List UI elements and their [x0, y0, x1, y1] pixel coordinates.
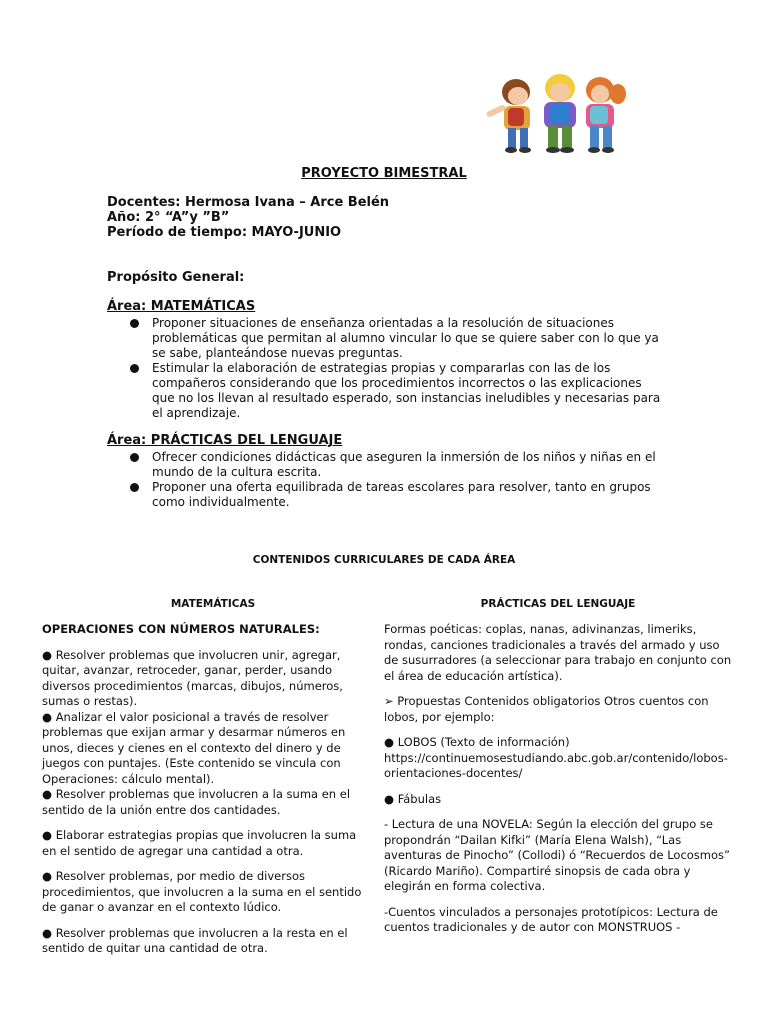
area-matematicas: [107, 299, 667, 421]
content-paragraph: -Cuentos vinculados a personajes prototípicos: Lectura de cuentos tradicionales y de autor con MONSTRUOS -: [384, 904, 718, 934]
content-paragraph: ● Resolver problemas, por medio de diversos procedimientos, que involucren a la suma en el sentido de ganar o avanzar en el contexto lúdico.: [42, 869, 362, 914]
list-item: Estimular la elaboración de estrategias propias y compararlas con las de los compañeros considerando que los procedimientos incorrectos o las explicaciones que no los llevan al resultado esperado, son instancias ineludibles y necesarias para el aprendizaje.: [107, 361, 667, 421]
content-paragraph: ● Elaborar estrategias propias que involucren la suma en el sentido de agregar una cantidad a otra.: [42, 828, 357, 858]
column-matematicas: [42, 622, 362, 967]
content-paragraph: ● Fábulas: [384, 791, 442, 806]
content-paragraph: ➢ Propuestas Contenidos obligatorios Otros cuentos con lobos, por ejemplo:: [384, 694, 709, 724]
column-title-matematicas: MATEMÁTICAS: [170, 598, 256, 610]
area-title: Área: MATEMÁTICAS: [107, 299, 256, 314]
purpose-heading: Propósito General:: [107, 270, 245, 285]
bullet-icon: [130, 364, 139, 373]
list-item: Ofrecer condiciones didácticas que aseguren la inmersión de los niños y niñas en el mundo de la cultura escrita.: [107, 450, 667, 480]
area-title: Área: PRÁCTICAS DEL LENGUAJE: [107, 433, 343, 448]
contenidos-heading: CONTENIDOS CURRICULARES DE CADA ÁREA: [252, 554, 516, 566]
content-paragraph: ● Resolver problemas que involucren a la suma en el sentido de la unión entre dos cantidades.: [42, 787, 351, 817]
anio-line: Año: 2° “A”y ”B”: [107, 210, 230, 225]
bullet-icon: [130, 453, 139, 462]
page-title: PROYECTO BIMESTRAL: [301, 166, 467, 181]
docentes-line: Docentes: Hermosa Ivana – Arce Belén: [107, 195, 390, 210]
children-illustration: [478, 68, 638, 158]
bullet-list: [107, 450, 667, 510]
content-paragraph: ● Analizar el valor posicional a través de resolver problemas que exijan armar y desarmar números en unos, dieces y cienes en el contexto del dinero y de juegos con puntajes. (Este contenido se vincula con Operaciones: cálculo mental).: [42, 709, 346, 786]
content-paragraph: ● Resolver problemas que involucren a la resta en el sentido de quitar una cantidad de otra.: [42, 925, 348, 955]
project-meta: [107, 195, 389, 240]
list-item: Proponer una oferta equilibrada de tareas escolares para resolver, tanto en grupos como individualmente.: [107, 480, 667, 510]
area-lenguaje: [107, 433, 667, 510]
column-lenguaje: [384, 622, 734, 946]
content-paragraph: ● LOBOS (Texto de información) https://continuemosestudiando.abc.gob.ar/contenido/lobos-orientaciones-docentes/: [384, 735, 728, 780]
periodo-line: Período de tiempo: MAYO-JUNIO: [107, 225, 342, 240]
bullet-icon: [130, 319, 139, 328]
content-paragraph: ● Resolver problemas que involucren unir, agregar, quitar, avanzar, retroceder, ganar, perder, usando diversos procedimientos (marcas, dibujos, números, sumas o restas).: [42, 647, 343, 708]
column-title-lenguaje: PRÁCTICAS DEL LENGUAJE: [480, 598, 636, 610]
column-heading: OPERACIONES CON NÚMEROS NATURALES:: [42, 622, 320, 636]
bullet-icon: [130, 483, 139, 492]
content-paragraph: - Lectura de una NOVELA: Según la elección del grupo se propondrán “Dailan Kifki” (María Elena Walsh), “Las aventuras de Pinocho” (Collodi) ó “Recuerdos de Locosmos” (Ricardo Mariño). Compartiré sinopsis de cada obra y elegirán en forma colectiva.: [384, 817, 730, 893]
list-item: Proponer situaciones de enseñanza orientadas a la resolución de situaciones problemáticas que permitan al alumno vincular lo que se quiere saber con lo que ya se sabe, planteándose nuevas preguntas.: [107, 316, 667, 361]
bullet-list: [107, 316, 667, 421]
content-paragraph: Formas poéticas: coplas, nanas, adivinanzas, limeriks, rondas, canciones tradicionales a través del armado y uso de susurradores (a seleccionar para trabajo en conjunto con el área de educación artística).: [384, 622, 732, 683]
